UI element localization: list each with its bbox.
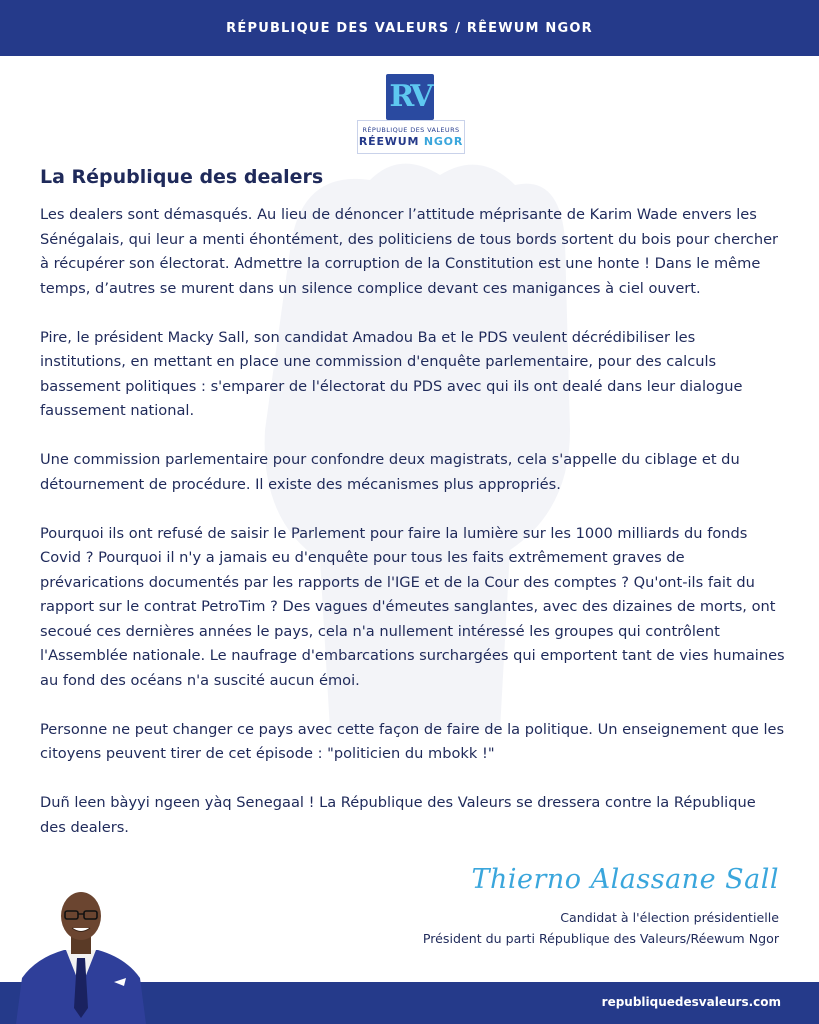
signer-role-line2: Président du parti République des Valeurs/Réewum Ngor bbox=[422, 931, 779, 946]
candidate-portrait bbox=[16, 878, 146, 1024]
logo-line1: RÉPUBLIQUE DES VALEURS bbox=[362, 126, 460, 134]
logo-line2-b: NGOR bbox=[423, 135, 464, 148]
logo-wordmark bbox=[357, 120, 465, 154]
logo-line2-a: RÉEWUM bbox=[358, 135, 424, 148]
rv-logo-icon bbox=[386, 74, 434, 120]
signer-role-line1: Candidat à l'élection présidentielle bbox=[560, 910, 779, 925]
logo-line2 bbox=[358, 135, 464, 148]
paragraph: Pourquoi ils ont refusé de saisir le Parlement pour faire la lumière sur les 1000 milliards du fonds Covid ? Pourquoi il n'y a jamais eu d'enquête pour tous les faits extrêmement graves de prévarications documentés par les rapports de l'IGE et de la Cour des comptes ? Qu'ont-ils fait du rapport sur le contrat PetroTim ? Des vagues d'émeutes sanglantes, avec des dizaines de morts, ont secoué ces dernières années le pays, cela n'a nullement intéressé les groupes qui contrôlent l'Assemblée nationale. Le naufrage d'embarcations surchargées qui emportent tant de vies humaines au fond des océans n'a suscité aucun émoi. bbox=[40, 524, 785, 689]
banner-title: RÉPUBLIQUE DES VALEURS / RÊEWUM NGOR bbox=[226, 20, 593, 36]
website-url: republiquedesvaleurs.com bbox=[601, 995, 781, 1009]
handwritten-signature: Thierno Alassane Sall bbox=[471, 864, 779, 895]
paragraph: Les dealers sont démasqués. Au lieu de dénoncer l’attitude méprisante de Karim Wade envers les Sénégalais, qui leur a menti éhontément, des politiciens de tous bords sortent du bois pour chercher à récupérer son électorat. Admettre la corruption de la Constitution est une honte ! Dans le même temps, d’autres se murent dans un silence complice devant ces manigances à ciel ouvert. bbox=[40, 206, 779, 297]
party-logo bbox=[357, 74, 465, 156]
paragraph: Une commission parlementaire pour confondre deux magistrats, cela s'appelle du ciblage et du détournement de procédure. Il existe des mécanismes plus appropriés. bbox=[40, 451, 740, 493]
logo-letters: RV bbox=[389, 79, 431, 114]
article-body bbox=[40, 203, 785, 865]
paragraph: Pire, le président Macky Sall, son candidat Amadou Ba et le PDS veulent décrédibiliser les institutions, en mettant en place une commission d'enquête parlementaire, pour des calculs bassement politiques : s'emparer de l'électorat du PDS avec qui ils ont dealé dans leur dialogue faussement national. bbox=[40, 328, 743, 419]
paragraph: Personne ne peut changer ce pays avec cette façon de faire de la politique. Un enseignement que les citoyens peuvent tirer de cet épisode : "politicien du mbokk !" bbox=[40, 720, 785, 762]
article-title: La République des dealers bbox=[40, 166, 324, 188]
top-banner bbox=[0, 0, 819, 56]
paragraph: Duñ leen bàyyi ngeen yàq Senegaal ! La République des Valeurs se dressera contre la République des dealers. bbox=[40, 794, 756, 836]
